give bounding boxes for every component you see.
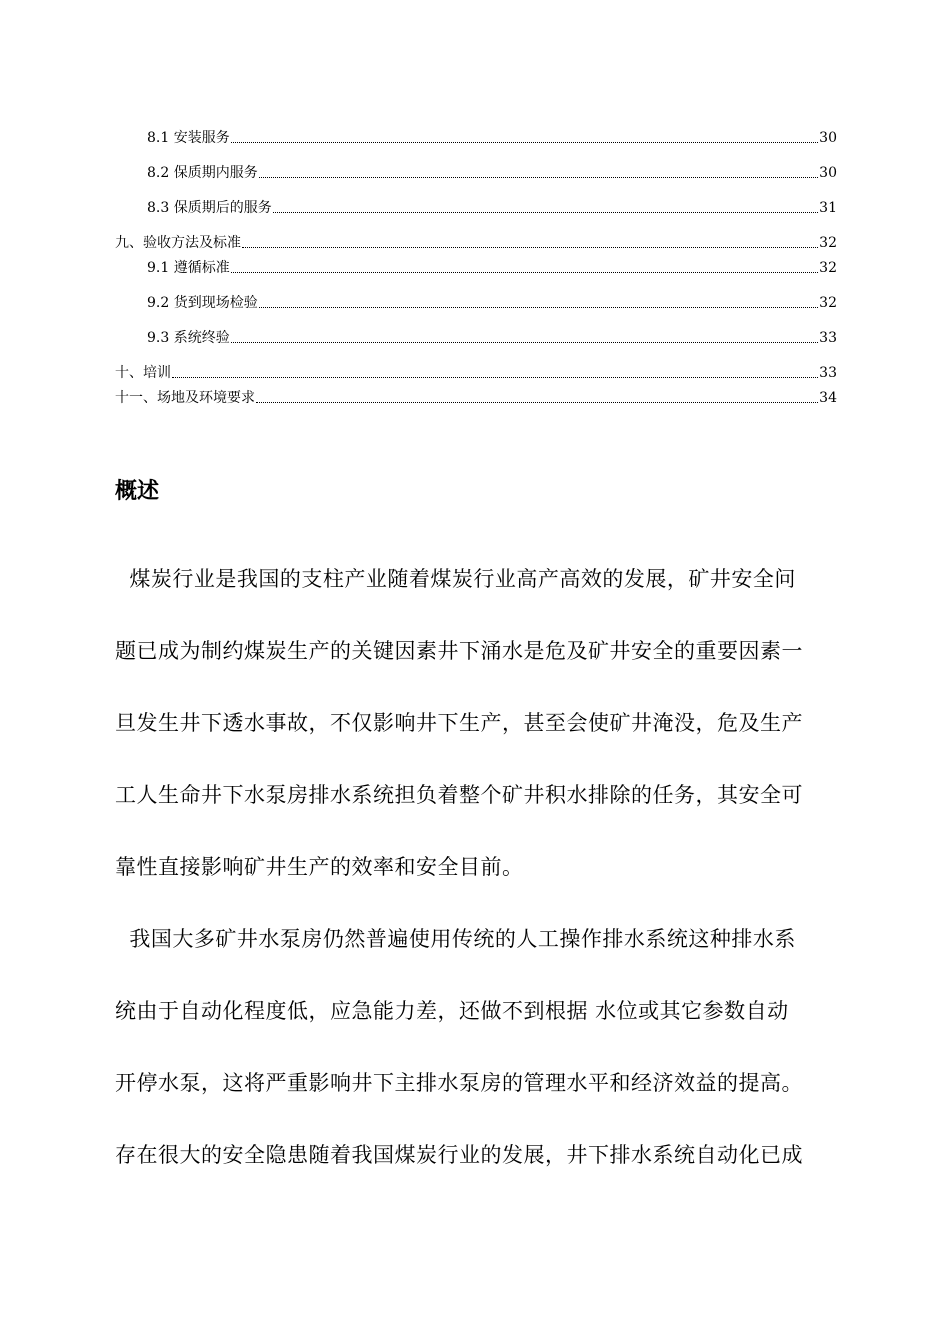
toc-leader-dots — [172, 376, 818, 378]
toc-entry-9-3[interactable] — [147, 327, 837, 347]
toc-entry-9-1[interactable] — [147, 257, 837, 277]
toc-entry-page: 34 — [819, 390, 837, 406]
toc-leader-dots — [259, 176, 818, 178]
toc-leader-dots — [259, 306, 818, 308]
paragraph-line: 我国大多矿井水泵房仍然普遍使用传统的人工操作排水系统这种排水系 — [115, 927, 796, 951]
toc-entry-page: 30 — [819, 130, 837, 146]
paragraph-line: 靠性直接影响矿井生产的效率和安全目前。 — [115, 855, 524, 879]
toc-entry-page: 33 — [819, 330, 837, 346]
toc-entry-11[interactable] — [115, 387, 837, 407]
paragraph-line: 工人生命井下水泵房排水系统担负着整个矿井积水排除的任务，其安全可 — [115, 783, 803, 807]
toc-entry-8-1[interactable] — [147, 127, 837, 147]
toc-entry-page: 33 — [819, 365, 837, 381]
toc-leader-dots — [242, 246, 818, 248]
toc-leader-dots — [231, 271, 818, 273]
toc-entry-9-2[interactable] — [147, 292, 837, 312]
toc-entry-page: 30 — [819, 165, 837, 181]
paragraph-line: 开停水泵，这将严重影响井下主排水泵房的管理水平和经济效益的提高。 — [115, 1071, 803, 1095]
toc-entry-title: 十、培训 — [115, 365, 171, 381]
toc-entry-title: 8.1 安装服务 — [147, 130, 230, 146]
toc-entry-title: 8.3 保质期后的服务 — [147, 200, 272, 216]
toc-entry-title: 9.3 系统终验 — [147, 330, 230, 346]
toc-entry-8-3[interactable] — [147, 197, 837, 217]
toc-entry-title: 8.2 保质期内服务 — [147, 165, 258, 181]
toc-entry-page: 32 — [819, 295, 837, 311]
toc-leader-dots — [256, 401, 818, 403]
toc-entry-9[interactable] — [115, 232, 837, 252]
toc-entry-title: 九、验收方法及标准 — [115, 235, 241, 251]
paragraph-line: 煤炭行业是我国的支柱产业随着煤炭行业高产高效的发展，矿井安全问 — [115, 567, 796, 591]
toc-entry-title: 9.1 遵循标准 — [147, 260, 230, 276]
paragraph-line: 题已成为制约煤炭生产的关键因素井下涌水是危及矿井安全的重要因素一 — [115, 639, 803, 663]
toc-entry-title: 十一、场地及环境要求 — [115, 390, 255, 406]
toc-leader-dots — [273, 211, 818, 213]
toc-leader-dots — [231, 341, 818, 343]
paragraph-line: 统由于自动化程度低，应急能力差，还做不到根据 水位或其它参数自动 — [115, 999, 789, 1023]
paragraph-line: 旦发生井下透水事故，不仅影响井下生产，甚至会使矿井淹没，危及生产 — [115, 711, 803, 735]
toc-entry-title: 9.2 货到现场检验 — [147, 295, 258, 311]
toc-entry-10[interactable] — [115, 362, 837, 382]
toc-entry-8-2[interactable] — [147, 162, 837, 182]
toc-leader-dots — [231, 141, 818, 143]
toc-entry-page: 32 — [819, 235, 837, 251]
paragraph-line: 存在很大的安全隐患随着我国煤炭行业的发展，井下排水系统自动化已成 — [115, 1143, 803, 1167]
toc-entry-page: 31 — [819, 200, 837, 216]
section-heading: 概述 — [115, 479, 160, 504]
toc-entry-page: 32 — [819, 260, 837, 276]
